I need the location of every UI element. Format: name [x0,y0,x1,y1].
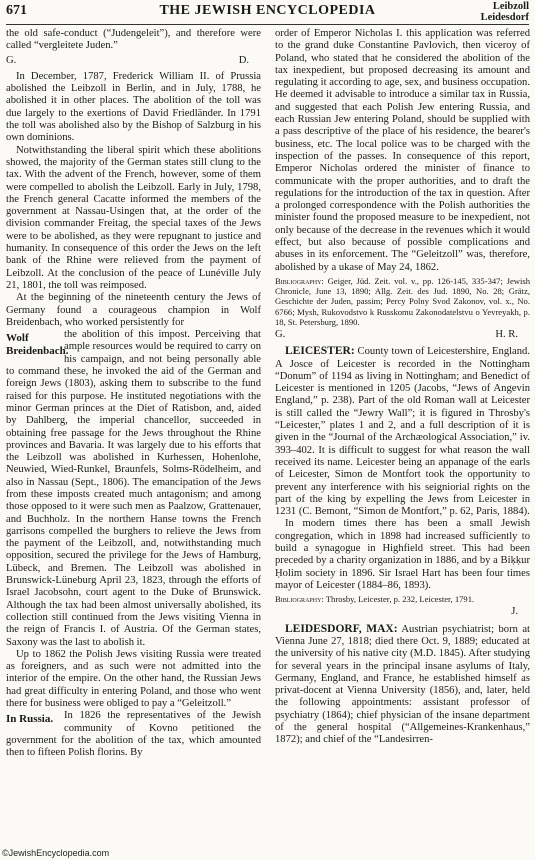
bibliography [275,276,530,327]
bibliography [275,594,530,604]
paragraph: order of Emperor Nicholas I. this application was referred to the grand duke Constantine Pavlovich, then viceroy of Poland, who stated that he considered the abolition of the tax inexpedient, but proposed decreasing its amount and regulating it according to age, sex, and business occupation. He deemed it advisable to introduce a similar tax in Russia, and suggested that each Polish Jew entering Russia, and each Russian Jew entering Poland, should be supplied with a pass descriptive of the place of his residence, the bearer's business, etc. The local police was to be charged with the inspection of the passes. In consequence of this report, Emperor Nicholas ordered the minister of finance to communicate with the proper authorities, and to draft the regulations for the introduction of the tax in question. After a prolonged correspondence with the Polish authorities the minister found the proposed measure to be inexpedient, not only because of the decrease in the revenues which it would effect, but also because of possible complications and abuses in its enforcement. The “Geleitzoll” was, therefore, abolished by a ukase of May 24, 1862. [275,28,530,273]
signature-left: G. [275,328,286,340]
running-title: THE JEWISH ENCYCLOPEDIA [159,3,376,18]
entry-text: Austrian psychiatrist; born at Vienna June 27, 1818; died there Oct. 9, 1889; educated at the university of his native city (M.D. 1845). After studying for several years in the principal insane asylums of Italy, Germany, England, and France, he established himself as privat-docent at Vienna University (1856), and, later, held the following appointments: assistant professor of psychiatry (1864); chief physician of the insane department of the general hospital (“Allgemeines-Krankenhaus,” 1872); and chief of the “Landesirren- [275,623,530,746]
side-heading-russia: In Russia. [6,713,54,726]
paragraph: the abolition of this impost. Perceiving that ample resources would be required to carry on his campaign, and not being personally able to command these, he invoked the aid of the German and foreign Jews (1803), asking them to subscribe to the fund raised for this purpose. He instituted negotiations with the minor German princes at the Diet of Ratisbon, and, aided by Dahlberg, the imperial chancellor, succeeded in obtaining free passage for the Jews throughout the Rhine provinces and Bavaria. It was largely due to his efforts that the Leibzoll was abolished in Kurhessen, Hohenlohe, Neuwied, Wied-Runkel, Braunfels, Solms-Rödelheim, and also in Nassau (Sept., 1806). The emancipation of the Jews from these imposts created much antagonism; and among those opposed to it were such men as Paalzow, Grattenauer, and Buchholz. In the northern Hanse towns the French garrisons compelled the burghers to relieve the Jews from the payment of the Leibzoll, and, notwithstanding much opposition, secured the privilege for the Jews of Hamburg, Lübeck, and Bremen. The Leibzoll was abolished in Brunswick-Lüneburg April 23, 1823, through the efforts of Israel Jacobsohn, court agent to the Duke of Brunswick. Although the tax had been almost universally abolished, its collection still continued from the Jews visiting Vienna in the reign of Francis I. of Austria. Of the German states, Saxony was the last to abolish it. [6,329,261,648]
paragraph: In 1826 the representatives of the Jewish community of Kovno petitioned the government for the abolition of the tax, which amounted then to fifteen Polish florins. By [6,710,261,759]
entry-leicester [275,345,530,518]
paragraph: Up to 1862 the Polish Jews visiting Russia were treated as foreigners, and as such were not admitted into the interior of the empire. On the other hand, the Russian Jews had great difficulty in entering Poland, and those who went there for business were obliged to pay a “Geleitzoll.” [6,648,261,710]
paragraph: In December, 1787, Frederick William II. of Prussia abolished the Leibzoll in Berlin, and in July, 1788, he abolished it in other places. The abolition of the toll was due largely to the exertions of David Friedländer. In 1791 the toll was abolished also by the Bishop of Salzburg in his own dominions. [6,70,261,144]
bibliography-text: Geiger, Jüd. Zeit. vol. v., pp. 126-145, 335-347; Jewish Chronicle, June 13, 1890; Allg. Zeit. des Jud. 1890, No. 28; Grätz, Geschichte der Juden, passim; Percy Polny Svod Zakonov, vol. x., No. 6766; Mysh, Rukovodstvo k Russkomu Zakonodatelstvu o Yevreyakh, p. 18, St. Petersburg, 1890. [275,275,530,327]
author-signature [275,329,530,341]
entry-title: LEIDESDORF, MAX: [285,622,398,635]
signature-right: J. [511,606,518,618]
page-header [6,2,529,25]
bibliography-heading: Bibliography: [275,275,324,286]
catchword-first: Leibzoll [492,1,529,12]
page-number: 671 [6,3,27,18]
catchword-last: Leidesdorf [480,12,529,23]
copyright-footer: ©JewishEncyclopedia.com [2,848,110,858]
right-column [275,28,530,848]
paragraph: Notwithstanding the liberal spirit which these abolitions showed, the majority of the German states still clung to the tax. With the advent of the French, however, some of them were compelled to abolish the Leibzoll. Early in July, 1798, the French general Cacatte informed the members of the government at Nassau-Usingen that, at the order of the division commander Freitag, the special taxes of the Jews were to be abolished, as they were repugnant to justice and humanity. In consequence of this order the Jews on the left bank of the Rhine were relieved from the payment of Leibzoll. At the conclusion of the peace of Lunéville July 21, 1801, the toll was reimposed. [6,144,261,291]
bibliography-text: Throsby, Leicester, p. 232, Leicester, 1791. [325,594,475,605]
signature-right: D. [238,54,249,66]
bibliography-heading: Bibliography: [275,594,324,605]
paragraph: At the beginning of the nineteenth century the Jews of Germany found a courageous champion in Wolf Breidenbach, who worked persistently for [6,292,261,328]
entry-leidesdorf [275,623,530,747]
signature-right: H. R. [495,328,518,340]
entry-title: LEICESTER: [285,345,355,358]
entry-text: County town of Leicestershire, England. A Josce of Leicester is recorded in the Nottingham “Donum” of 1194 as living in Nottingham; and Benedict of Leicester is mentioned in 1205 (Jacobs, “Jews of Angevin England,” p. 238). Part of the old Roman wall at Leicester is still called the “Jewry Wall”; it is figured in Throsby's “Leicester,” plates 1 and 2, and a full description of it is given in the “Journal of the Archæological Association,” iv. 393–402. It is difficult to suggest for what reason the wall received its name. Leicester being an appanage of the earls of Leicester, Simon de Montfort took the opportunity to prevent any interference with his seigniorial rights on the part of the king by expelling the Jews from Leicester in 1231 (C. Bemont, “Simon de Montfort,” p. 62, Paris, 1884). [275,346,530,518]
author-signature [6,55,261,67]
signature-left: G. [6,54,17,66]
side-heading-breidenbach: Wolf Breidenbach. [6,332,69,357]
catchwords [481,1,529,23]
paragraph: In modern times there has been a small Jewish congregation, which in 1898 had increased sufficiently to build a synagogue in Highfield street. This had been preceded by a charity organization in 1886, and by a Biḳḳur Ḥolim society in 1896. Sir Israel Hart has been four times mayor of Leicester (1884–86, 1893). [275,518,530,591]
author-signature [275,606,530,618]
left-column [6,28,261,848]
paragraph: the old safe-conduct (“Judengeleit”), and therefore were called “vergleitete Juden.” [6,28,261,52]
